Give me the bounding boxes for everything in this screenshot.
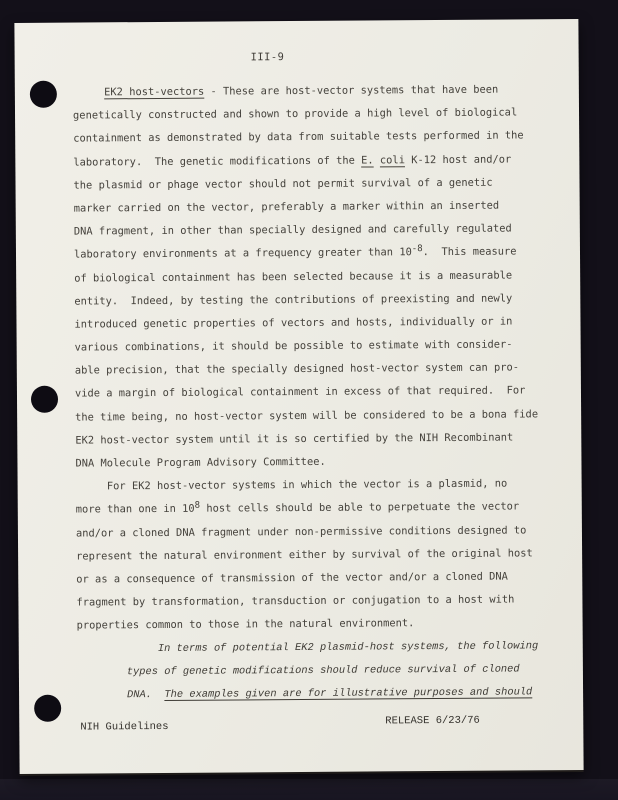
text-line <box>76 496 568 523</box>
text-segment: EK2 host-vector system until it is so certified by the NIH Recombinant <box>75 431 514 447</box>
text-line <box>73 148 565 175</box>
text-segment: various combinations, it should be possible to estimate with consider- <box>74 338 513 354</box>
text-line <box>76 472 568 499</box>
paragraph-italic-note-genetic-modifications <box>77 635 569 708</box>
text-segment: DNA fragment, in other than specially designed and carefully regulated <box>73 222 512 238</box>
text-line <box>73 101 565 128</box>
text-line <box>77 681 569 708</box>
text-segment: represent the natural environment either by survival of the original host <box>76 547 533 563</box>
text-line <box>75 380 567 407</box>
text-segment: genetically constructed and shown to provide a high level of biological <box>72 106 518 122</box>
text-segment: introduced genetic properties of vectors and hosts, individually or in <box>74 315 513 331</box>
text-line <box>73 125 565 152</box>
footer-document-title: NIH Guidelines <box>80 720 169 734</box>
text-segment: . This measure <box>422 245 517 259</box>
text-segment: properties common to those in the natural environment. <box>76 617 415 632</box>
text-line <box>73 171 565 198</box>
paragraph-ek2-plasmid-requirements <box>76 472 569 638</box>
punch-hole-top <box>30 81 57 108</box>
footer-release-date: RELEASE 6/23/76 <box>385 714 480 728</box>
text-line <box>74 310 566 337</box>
text-segment: able precision, that the specially designed host-vector system can pro- <box>74 361 520 377</box>
text-segment: For EK2 host-vector systems in which the vector is a plasmid, no <box>75 477 508 493</box>
page-number: III-9 <box>250 51 285 64</box>
text-line <box>74 287 566 314</box>
text-segment: host cells should be able to perpetuate the vector <box>200 500 520 516</box>
text-segment: laboratory. The genetic modifications of the <box>73 154 362 169</box>
text-segment: In terms of potential EK2 plasmid-host systems, the following <box>76 639 539 656</box>
superscript-text: -8 <box>411 243 423 255</box>
text-segment: marker carried on the vector, preferably a marker within an inserted <box>73 199 500 215</box>
text-segment: and/or a cloned DNA fragment under non-permissive conditions designed to <box>75 523 527 540</box>
text-line <box>75 356 567 383</box>
document-body <box>73 78 569 707</box>
text-segment: or as a consequence of transmission of the vector and/or a cloned DNA <box>76 570 508 586</box>
text-line <box>76 542 568 569</box>
text-segment: K-12 host and/or <box>404 153 512 166</box>
background-surface-band <box>0 779 618 800</box>
text-line <box>74 217 566 244</box>
text-segment: types of genetic modifications should reduce survival of cloned <box>76 663 520 679</box>
text-segment: vide a margin of biological containment in excess of that required. For <box>74 384 526 401</box>
underlined-text: E. <box>361 154 374 167</box>
text-segment: containment as demonstrated by data from suitable tests performed in the <box>73 129 524 145</box>
text-segment <box>73 86 104 98</box>
text-line <box>77 658 569 685</box>
text-line <box>73 78 565 105</box>
text-line <box>76 588 568 615</box>
text-segment: - These are host-vector systems that have been <box>204 83 499 98</box>
text-line <box>75 403 567 430</box>
text-segment: the time being, no host-vector system will be considered to be a bona fide <box>75 407 539 424</box>
text-segment: laboratory environments at a frequency greater than 10 <box>73 246 412 261</box>
document-page <box>14 19 583 774</box>
text-line <box>77 635 569 662</box>
text-line <box>75 426 567 453</box>
text-segment: fragment by transformation, transduction or conjugation to a host with <box>76 593 515 609</box>
text-segment: DNA. <box>77 688 165 702</box>
underlined-text: EK2 host-vectors <box>104 85 205 99</box>
text-line <box>75 333 567 360</box>
text-line <box>74 264 566 291</box>
text-segment: of biological containment has been selected because it is a measurable <box>74 269 513 285</box>
text-segment: DNA Molecule Program Advisory Committee. <box>75 455 326 470</box>
text-line <box>75 449 567 476</box>
text-line <box>74 240 566 267</box>
superscript-text: 8 <box>194 500 201 511</box>
text-line <box>76 519 568 546</box>
text-line <box>76 565 568 592</box>
punch-hole-bottom <box>34 695 61 722</box>
punch-hole-middle <box>31 386 58 413</box>
text-line <box>74 194 566 221</box>
underlined-text: coli <box>379 153 405 166</box>
text-segment: entity. Indeed, by testing the contributions of preexisting and newly <box>74 292 513 308</box>
text-segment: more than one in 10 <box>75 503 195 516</box>
text-segment: the plasmid or phage vector should not permit survival of a genetic <box>73 176 493 192</box>
underlined-text: The examples given are for illustrative purposes and should <box>164 686 533 701</box>
text-line <box>77 611 569 638</box>
paragraph-ek2-host-vectors-definition <box>73 78 568 476</box>
